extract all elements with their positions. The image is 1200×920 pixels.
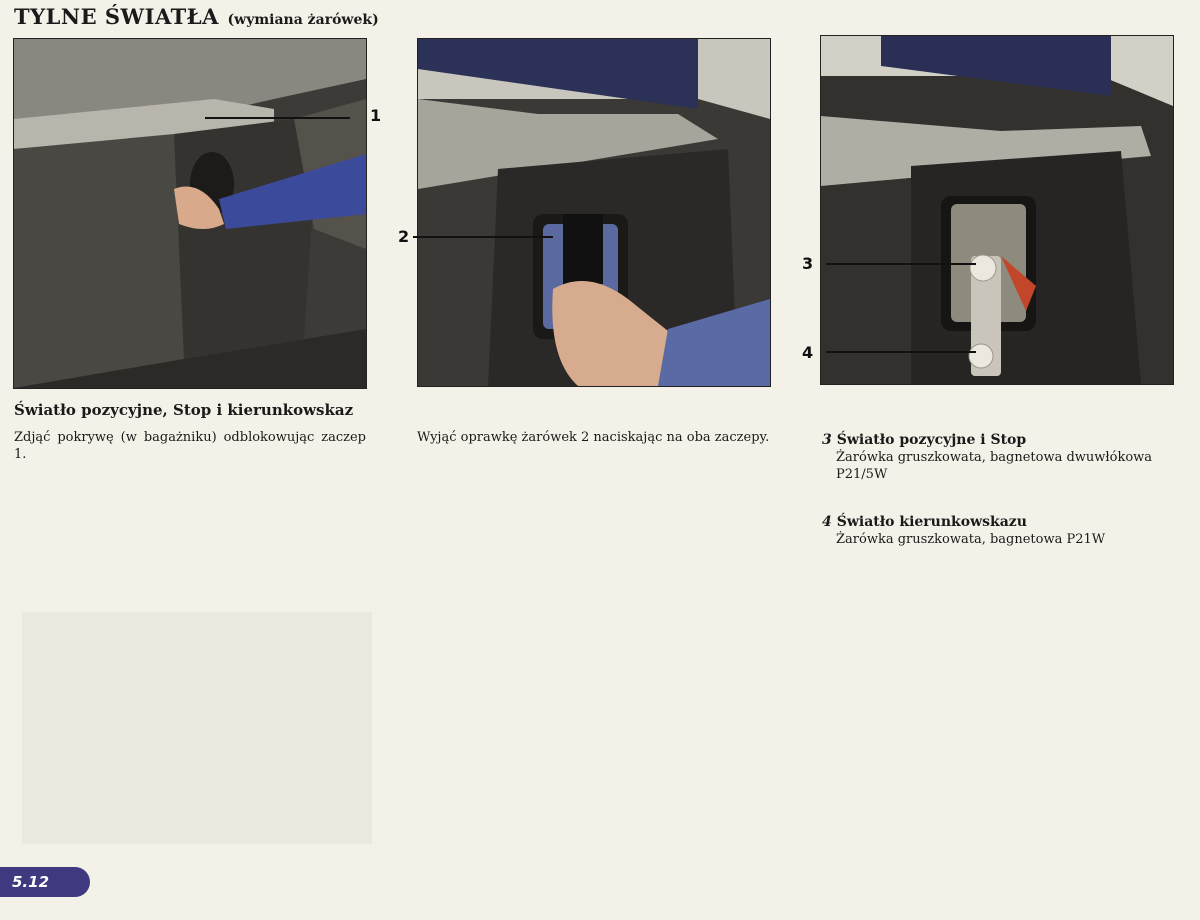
bulb-item-3: [822, 432, 1182, 483]
page-number-badge: 5.12: [0, 867, 90, 897]
callout-2: 2: [398, 227, 410, 246]
photo-bulb-holder-removal: [417, 38, 771, 387]
callout-1-leader: [205, 117, 350, 119]
callout-3-leader: [826, 263, 976, 265]
photo-bulbs-detail: [820, 35, 1174, 385]
bulb-number: 4: [822, 514, 832, 530]
bulb-name: Światło pozycyjne i Stop: [836, 432, 1027, 448]
step-1-text: Zdjąć pokrywę (w bagażniku) odblokowując zaczep 1.: [14, 430, 366, 462]
bulb-item-4: [822, 514, 1182, 548]
bulb-name: Światło kierunkowskazu: [836, 514, 1027, 530]
callout-4: 4: [802, 343, 814, 362]
bulb-description: Żarówka gruszkowata, bagnetowa P21W: [836, 532, 1106, 547]
photo-trunk-cover: [13, 38, 367, 389]
show-through-box: [22, 612, 372, 844]
callout-3: 3: [802, 254, 814, 273]
step-2-text: Wyjąć oprawkę żarówek 2 naciskając na oba zaczepy.: [417, 430, 770, 445]
title-subtitle: (wymiana żarówek): [227, 12, 379, 28]
bulb-number: 3: [822, 432, 832, 448]
callout-4-leader: [826, 351, 976, 353]
callout-2-leader: [413, 236, 553, 238]
callout-1: 1: [370, 106, 382, 125]
page-title: [14, 4, 379, 29]
bulb-description: Żarówka gruszkowata, bagnetowa dwuwłókowa P21/5W: [836, 450, 1153, 482]
title-main: TYLNE ŚWIATŁA: [14, 4, 219, 29]
section-heading: Światło pozycyjne, Stop i kierunkowskaz: [14, 401, 354, 419]
